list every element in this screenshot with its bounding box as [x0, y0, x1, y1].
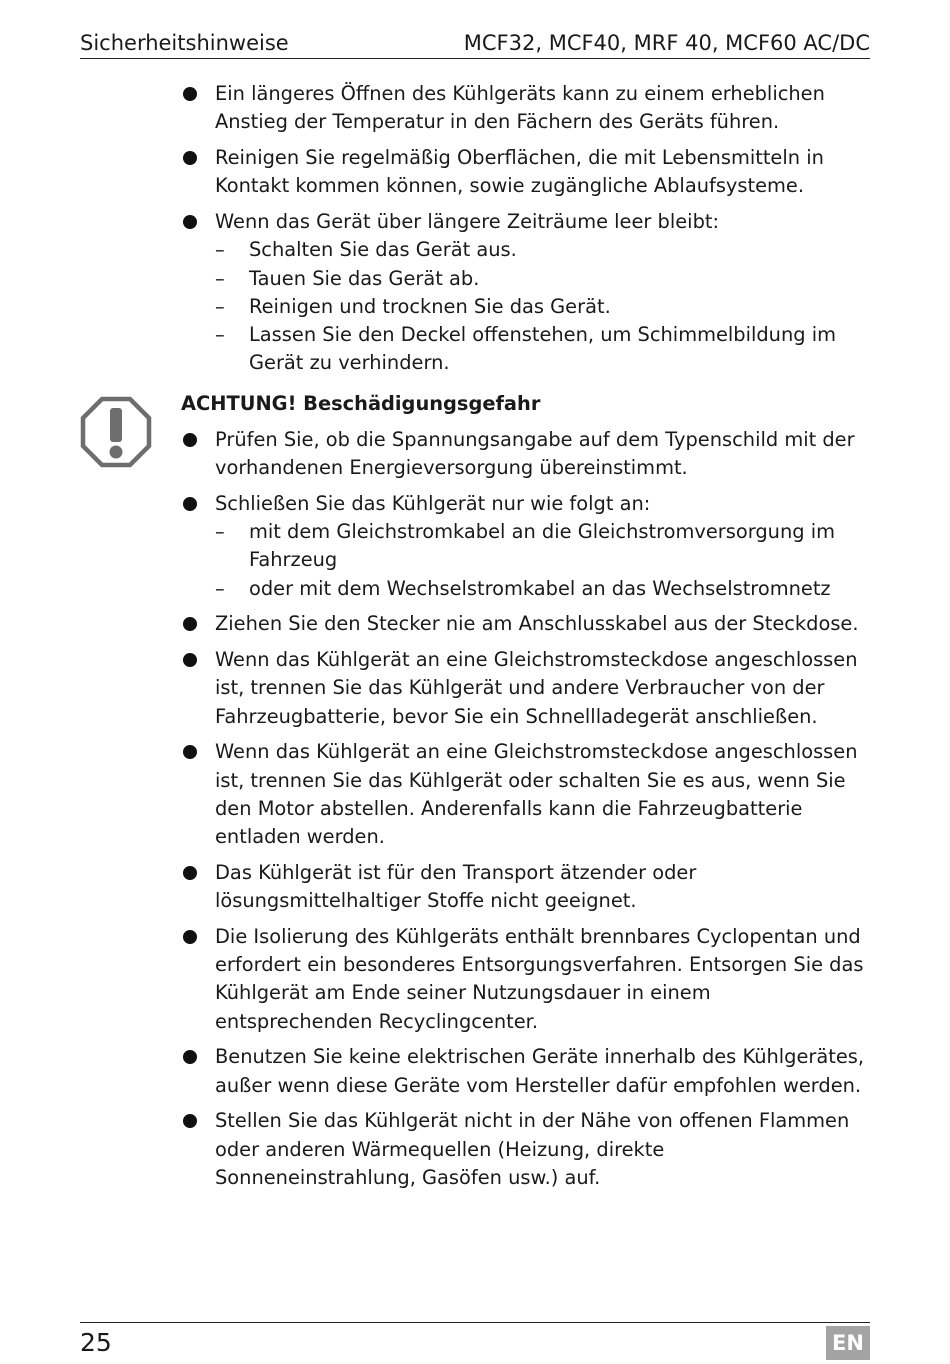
sub-list-item [215, 236, 871, 264]
bullet-icon [183, 497, 197, 511]
sub-list-item [215, 293, 871, 321]
page-header [80, 30, 870, 59]
list-item-text: Wenn das Gerät über längere Zeiträume leer bleibt: [215, 209, 720, 233]
list-item [181, 426, 871, 483]
language-badge: EN [826, 1326, 870, 1360]
bullet-icon [183, 930, 197, 944]
bullet-icon [183, 1114, 197, 1128]
list-item-text: Benutzen Sie keine elektrischen Geräte innerhalb des Kühlgerätes, außer wenn diese Geräte vom Hersteller dafür empfohlen werden. [215, 1045, 865, 1097]
bullet-icon [183, 866, 197, 880]
list-item [181, 208, 871, 378]
list-item-text: Reinigen Sie regelmäßig Oberflächen, die mit Lebensmitteln in Kontakt kommen können, sowie zugängliche Ablaufsysteme. [215, 145, 824, 198]
bullet-icon [183, 745, 197, 759]
list-item-text: Prüfen Sie, ob die Spannungsangabe auf dem Typenschild mit der vorhandenen Energieversorgung übereinstimmt. [215, 427, 855, 480]
list-item [181, 923, 871, 1036]
sub-list-item [215, 265, 871, 293]
list-item-text: Ein längeres Öffnen des Kühlgeräts kann zu einem erheblichen Anstieg der Temperatur in den Fächern des Geräts führen. [215, 82, 825, 134]
bullet-icon [183, 653, 197, 667]
list-item [181, 859, 871, 916]
list-item [181, 144, 871, 201]
list-item [181, 738, 871, 851]
sub-list-item-text: Lassen Sie den Deckel offenstehen, um Schimmelbildung im Gerät zu verhindern. [249, 323, 837, 375]
warning-title: ACHTUNG! Beschädigungsgefahr [181, 391, 541, 415]
dash-icon: – [215, 294, 225, 318]
bullet-icon [183, 617, 197, 631]
list-item-text: Wenn das Kühlgerät an eine Gleichstromsteckdose angeschlossen ist, trennen Sie das Kühlgerät und andere Verbraucher von der Fahrzeugbatterie, bevor Sie ein Schnellladegerät anschließen. [215, 648, 858, 728]
dash-icon: – [215, 520, 225, 544]
list-item-text: Stellen Sie das Kühlgerät nicht in der Nähe von offenen Flammen oder anderen Wärmequellen (Heizung, direkte Sonneneinstrahlung, Gasöfen usw.) auf. [215, 1109, 850, 1189]
list-item [181, 1107, 871, 1192]
dash-icon: – [215, 576, 225, 600]
list-item-text: Die Isolierung des Kühlgeräts enthält brennbares Cyclopentan und erfordert ein besonderes Entsorgungsverfahren. Entsorgen Sie das Kühlgerät am Ende seiner Nutzungsdauer in einem entsprechenden Recyclingcenter. [215, 924, 864, 1033]
sub-list-item [215, 321, 871, 378]
page-content [181, 80, 871, 1200]
bullet-icon [183, 433, 197, 447]
bullet-icon [183, 215, 197, 229]
sub-list-item-text: Schalten Sie das Gerät aus. [249, 238, 517, 262]
dash-icon: – [215, 323, 225, 347]
list-item-text: Schließen Sie das Kühlgerät nur wie folgt an: [215, 491, 651, 515]
list-item [181, 646, 871, 731]
section-title: Sicherheitshinweise [80, 31, 289, 55]
list-item [181, 1043, 871, 1100]
exclamation-octagon-icon [80, 396, 152, 468]
dash-icon: – [215, 266, 225, 290]
list-item [181, 610, 871, 638]
list-item [181, 80, 871, 137]
sub-list-item [215, 518, 871, 575]
sub-list-item-text: Tauen Sie das Gerät ab. [249, 266, 480, 290]
sub-list-item-text: oder mit dem Wechselstromkabel an das Wechselstromnetz [249, 576, 831, 600]
list-item-text: Das Kühlgerät ist für den Transport ätzender oder lösungsmittelhaltiger Stoffe nicht geeignet. [215, 860, 697, 913]
list-item-text: Ziehen Sie den Stecker nie am Anschlusskabel aus der Steckdose. [215, 612, 859, 636]
dash-icon: – [215, 238, 225, 262]
model-list: MCF32, MCF40, MRF 40, MCF60 AC/DC [463, 31, 870, 55]
bullet-icon [183, 87, 197, 101]
list-item-text: Wenn das Kühlgerät an eine Gleichstromsteckdose angeschlossen ist, trennen Sie das Kühlgerät oder schalten Sie es aus, wenn Sie den Motor abstellen. Anderenfalls kann die Fahrzeugbatterie entladen werden. [215, 740, 858, 849]
page-number: 25 [80, 1328, 112, 1357]
sub-list-item-text: mit dem Gleichstromkabel an die Gleichstromversorgung im Fahrzeug [249, 520, 835, 572]
list-item [181, 490, 871, 603]
sub-list-item-text: Reinigen und trocknen Sie das Gerät. [249, 294, 611, 318]
sub-list-item [215, 575, 871, 603]
footer-divider [80, 1322, 870, 1323]
bullet-icon [183, 151, 197, 165]
bullet-icon [183, 1050, 197, 1064]
